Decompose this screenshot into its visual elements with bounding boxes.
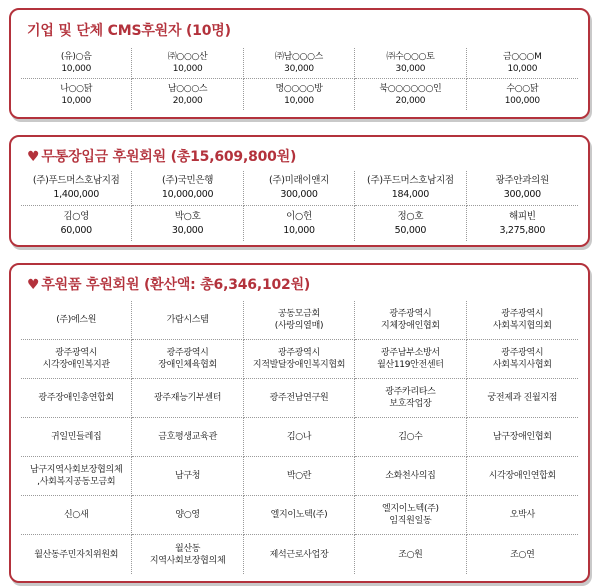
donor-cell [467, 418, 578, 457]
donor-cell [355, 206, 466, 241]
donor-name: ㈜남○○○스 [274, 52, 324, 62]
donor-amount: 50,000 [394, 224, 427, 236]
donor-cell [244, 535, 355, 574]
donor-cell [355, 379, 466, 418]
donor-name: 남구지역사회보장협의체 [30, 465, 123, 475]
donor-name: 광주카리타스 [385, 387, 436, 397]
donor-amount: 300,000 [280, 189, 318, 200]
donor-name: 광주광역시 [501, 309, 544, 319]
donor-name: (유)○음 [60, 52, 92, 62]
donor-name-line2: 임직원일동 [389, 516, 432, 526]
donor-name: 김○수 [398, 432, 423, 442]
donor-name: 광주광역시 [501, 348, 544, 358]
donor-name: 금호평생교육관 [158, 432, 217, 442]
donor-cell [21, 457, 132, 496]
donor-name: 오박사 [509, 510, 535, 520]
donor-cell [244, 457, 355, 496]
donor-name-line2: 사회복지사협회 [492, 360, 552, 370]
donor-cell [467, 340, 578, 379]
donor-cell [467, 535, 578, 574]
donor-name-line2: 지체장애인협회 [381, 321, 440, 331]
donor-name: 궁전제과 진월지점 [487, 393, 558, 403]
donor-cell [355, 301, 466, 340]
donor-amount: 60,000 [60, 224, 92, 236]
donor-cell [244, 171, 355, 206]
donor-cell [244, 379, 355, 418]
donor-cell [467, 496, 578, 535]
donor-cell [467, 457, 578, 496]
donor-cell [21, 48, 132, 79]
donor-cell [467, 48, 578, 79]
donor-cell [21, 301, 132, 340]
donor-amount: 10,000 [172, 64, 203, 74]
donor-cell [132, 535, 243, 574]
donor-amount: 20,000 [172, 95, 203, 106]
donor-name-line2: 월산119안전센터 [377, 360, 444, 370]
donor-cell [355, 496, 466, 535]
donor-name-line2: 장애인체육협회 [158, 360, 217, 370]
donor-name: (주)푸드머스호남지점 [367, 175, 454, 186]
donor-name: 광주전남연구원 [269, 393, 329, 403]
donor-cell [244, 301, 355, 340]
bank-transfer-donors-title [27, 146, 296, 166]
in-kind-donors-title-text: 후원품 후원회원 (환산액: 총6,346,102원) [41, 277, 311, 293]
donor-name: 귀일민들레집 [51, 432, 102, 442]
donor-name: 광주남부소방서 [381, 348, 440, 358]
donor-name-line2: 지역사회보장협의체 [149, 555, 226, 566]
donor-cell [132, 79, 243, 110]
donor-name-line2: 보호작업장 [389, 399, 432, 409]
donor-name: (주)푸드머스호남지점 [32, 175, 120, 186]
donor-name: 월산동 [175, 543, 201, 554]
donor-amount: 30,000 [284, 64, 314, 74]
in-kind-donors-title [27, 274, 310, 294]
donor-name: 남구장애인협회 [492, 432, 552, 442]
donor-amount: 20,000 [395, 95, 426, 106]
donor-amount: 30,000 [395, 64, 426, 74]
donor-name: ㈜○○○산 [167, 52, 208, 62]
donor-cell [355, 457, 466, 496]
donor-cell [21, 535, 132, 574]
in-kind-donors-panel [9, 263, 590, 583]
donor-name: 조○원 [398, 549, 423, 560]
donor-cell [355, 48, 466, 79]
donor-name: 제석근로사업장 [269, 549, 329, 560]
cms-donors-grid [21, 48, 578, 110]
donor-amount: 3,275,800 [499, 224, 546, 236]
donor-cell [467, 79, 578, 110]
donor-amount: 100,000 [504, 95, 540, 106]
donor-amount: 30,000 [171, 224, 204, 236]
donor-cell [21, 496, 132, 535]
cms-donors-title: 기업 및 단체 CMS후원자 (10명) [27, 23, 231, 39]
donor-cell [244, 48, 355, 79]
donor-name: (주)미래이앤지 [268, 175, 330, 186]
donor-cell [467, 379, 578, 418]
donor-cell [355, 340, 466, 379]
donor-cell [21, 340, 132, 379]
donor-name-line2: 사회복지협의회 [492, 321, 552, 331]
donor-amount: 300,000 [503, 189, 541, 200]
donor-name: 엘지이노텍(주) [270, 510, 328, 520]
donor-cell [355, 535, 466, 574]
heart-icon: ♥ [27, 149, 40, 165]
donor-cell [355, 79, 466, 110]
donor-cell [132, 206, 243, 241]
donor-cell [132, 340, 243, 379]
donor-cell [244, 206, 355, 241]
donor-name: 나○○닭 [60, 83, 93, 94]
donor-cell [132, 496, 243, 535]
donor-name: 월산동주민자치위원회 [34, 549, 119, 560]
donor-name: 남○○○스 [167, 83, 208, 94]
donor-cell [21, 79, 132, 110]
donor-cell [467, 301, 578, 340]
donor-cell [21, 418, 132, 457]
donor-cell [355, 418, 466, 457]
donor-name: 광주안과의원 [495, 175, 549, 186]
heart-icon: ♥ [27, 277, 40, 293]
donor-name: 북○○○○○○인 [379, 83, 442, 94]
donor-name: 광주장애인총연합회 [38, 393, 114, 403]
bank-transfer-donors-title-text: 무통장입금 후원회원 (총15,609,800원) [41, 149, 297, 165]
donor-name: 이○헌 [286, 210, 312, 222]
donor-name: 광주광역시 [278, 348, 320, 358]
donor-cell [244, 418, 355, 457]
donor-cell [467, 171, 578, 206]
donor-name: 김○영 [63, 210, 90, 222]
bank-transfer-donors-grid [21, 171, 578, 241]
donor-amount: 184,000 [391, 189, 429, 200]
donor-cell [244, 496, 355, 535]
donor-name-line2: (사랑의열매) [274, 321, 324, 331]
donor-name: 광주재능기부센터 [154, 393, 222, 403]
donor-cell [132, 301, 243, 340]
donor-amount: 10,000 [61, 95, 92, 106]
donor-cell [467, 206, 578, 241]
donor-name: 가람시스템 [166, 315, 209, 325]
donor-name: 소화천사의집 [385, 471, 436, 481]
donor-name: 시각장애인연합회 [488, 471, 556, 481]
donor-cell [244, 340, 355, 379]
donor-cell [21, 379, 132, 418]
cms-donors-panel [9, 8, 590, 119]
donor-name-line2: 시각장애인복지관 [42, 360, 110, 370]
donor-cell [132, 418, 243, 457]
donor-name: 양○영 [175, 510, 200, 520]
donor-name-line2: 지적발달장애인복지협회 [252, 360, 346, 370]
donor-name: 박○란 [286, 471, 312, 481]
donor-cell [244, 79, 355, 110]
donor-amount: 1,400,000 [53, 189, 100, 200]
donor-amount: 10,000 [61, 64, 92, 74]
donor-name-line2: ,사회복지공동모금회 [37, 477, 116, 487]
donor-amount: 10,000 [507, 64, 538, 74]
donor-name: 정○호 [397, 210, 424, 222]
donor-cell [132, 379, 243, 418]
donor-name: 수○○닭 [506, 83, 539, 94]
donor-name: 금○○○M [503, 52, 542, 62]
donor-name: 박○호 [174, 210, 201, 222]
donor-name: 신○새 [64, 510, 89, 520]
donor-name: 해피빈 [508, 210, 536, 222]
donor-cell [21, 171, 132, 206]
donor-name: (주)국민은행 [161, 175, 214, 186]
donor-amount: 10,000 [284, 95, 314, 106]
donor-name: 명○○○○방 [275, 83, 323, 94]
donor-amount: 10,000 [283, 224, 315, 236]
donor-name: 광주광역시 [166, 348, 209, 358]
donor-cell [132, 171, 243, 206]
donor-name: 엘지이노텍(주) [381, 504, 439, 514]
donor-name: (주)에스원 [56, 315, 97, 325]
donor-name: ㈜수○○○토 [386, 52, 435, 62]
donor-name: 김○나 [286, 432, 312, 442]
bank-transfer-donors-panel [9, 135, 590, 247]
in-kind-donors-grid [21, 301, 578, 574]
donor-name: 남구청 [175, 471, 201, 481]
donor-cell [132, 457, 243, 496]
donor-name: 조○연 [510, 549, 535, 560]
donor-amount: 10,000,000 [161, 189, 214, 200]
donor-name: 공동모금회 [278, 309, 320, 319]
donor-name: 광주광역시 [55, 348, 98, 358]
donor-cell [355, 171, 466, 206]
donor-cell [21, 206, 132, 241]
donor-cell [132, 48, 243, 79]
donor-name: 광주광역시 [389, 309, 432, 319]
